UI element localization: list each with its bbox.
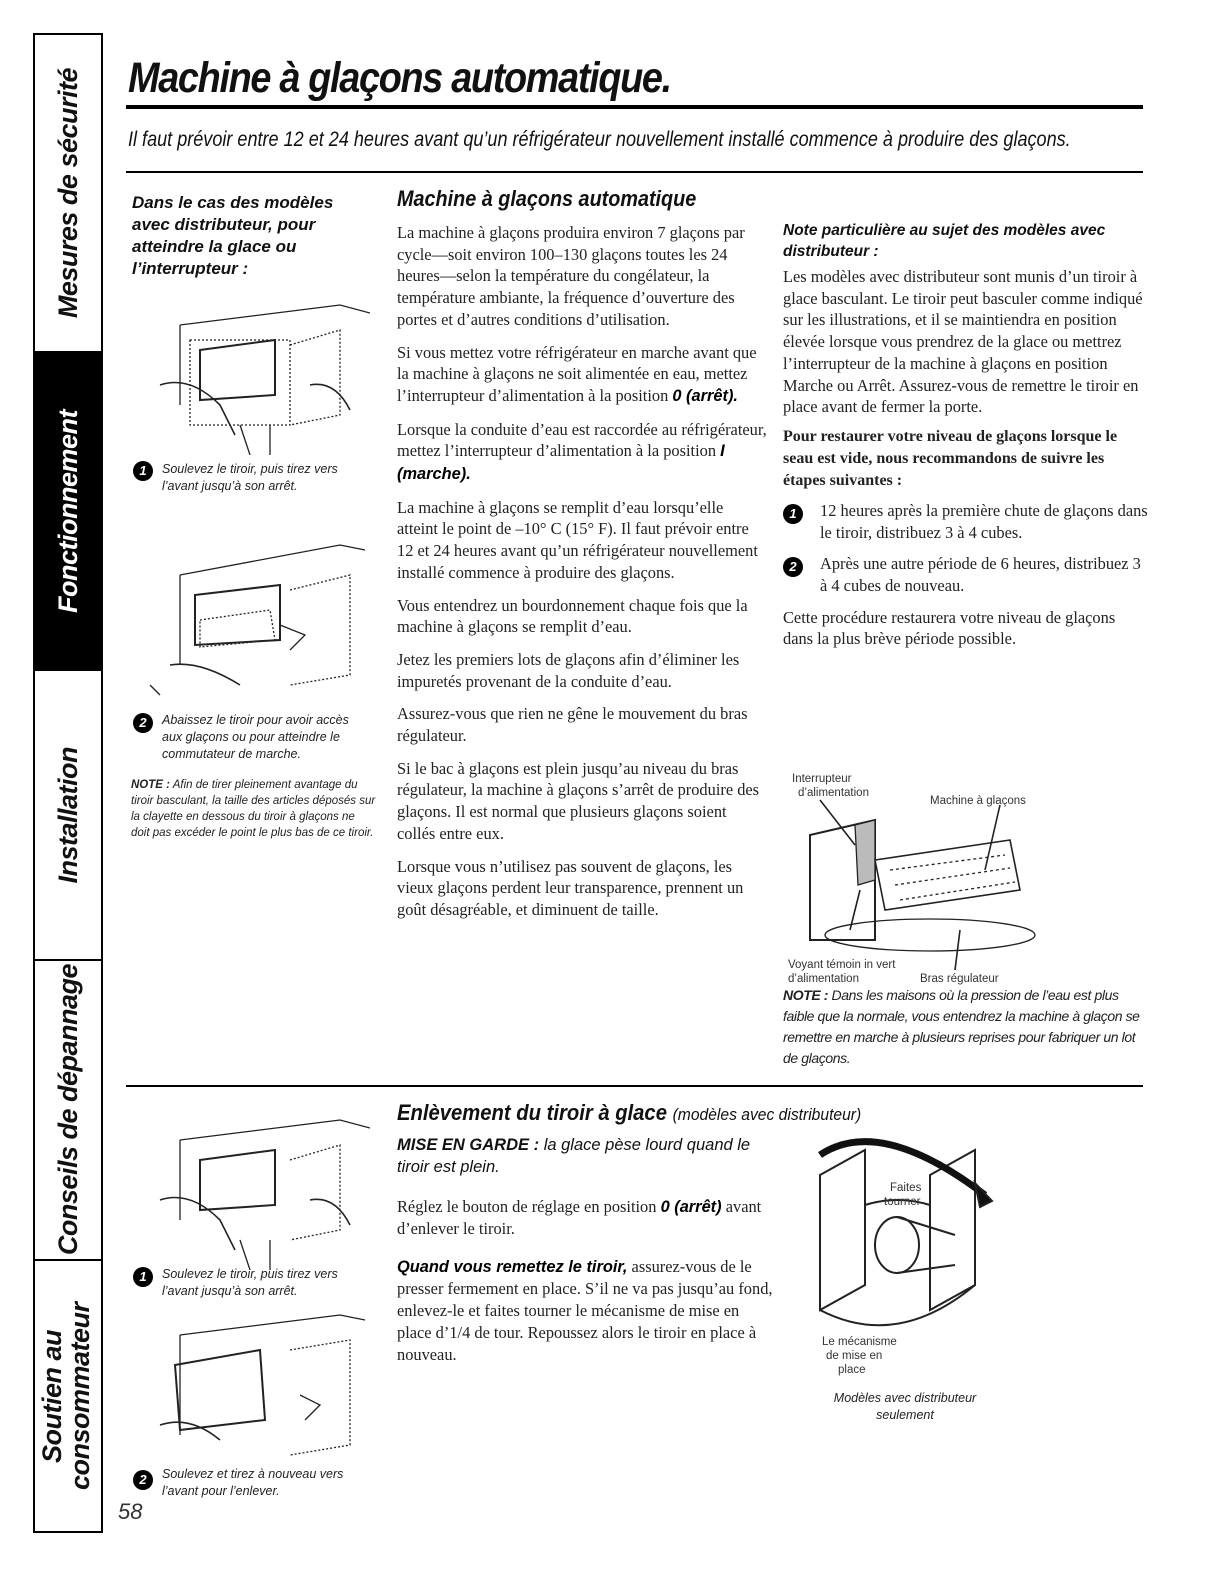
tab-soutien-au-consommateur[interactable] [35,1261,101,1531]
heading-qualifier: (modèles avec distributeur) [672,1105,862,1124]
note-label: NOTE : [131,779,170,791]
paragraph: Assurez-vous que rien ne gêne le mouvement du bras régulateur. [397,704,748,746]
paragraph: Vous entendrez un bourdonnement chaque fois que la machine à glaçons se remplit d’eau. [397,595,748,637]
paragraph: Les modèles avec distributeur sont munis d’un tiroir à glace basculant. Le tiroir peut basculer comme indiqué sur les illustrations, et il se maintiendra en position élevée lorsque vous prendrez de la glace ou mettrez l’interrupteur de la machine à glaçons en position Marche ou Arrêt. Assurez-vous de remettre le tiroir en place avant de fermer la porte. [783,267,1143,417]
paragraph: Jetez les premiers lots de glaçons afin d’éliminer les impuretés provenant de la conduite d’eau. [397,649,740,691]
step-number-2: 2 [783,557,803,577]
mechanism-caption: Modèles avec distributeur seulement [833,1391,977,1422]
illus-label: Bras régulateur [920,973,999,985]
section-heading: Enlèvement du tiroir à glace (modèles avec distributeur) [397,1100,862,1125]
bottom-body [397,1196,777,1382]
drawer-remove-illustration [140,1305,370,1465]
paragraph: Lorsque vous n’utilisez pas souvent de glaçons, les vieux glaçons perdent leur transparence, prennent un goût désagréable, et diminuent de taille. [397,856,744,919]
paragraph: Cette procédure restaurera votre niveau de glaçons dans la plus brève période possible. [783,607,1116,649]
tab-label: Mesures de sécurité [53,67,83,319]
paragraph: Si vous mettez votre réfrigérateur en marche avant que la machine à glaçons ne soit alimentée en eau, mettez l’interrupteur d’alimentation à la position 0 (arrêt). [397,342,757,405]
drawer-lift-illustration [140,1100,370,1270]
step-number-1: 1 [783,504,803,524]
illus-label: Machine à glaçons [930,795,1026,807]
paragraph: La machine à glaçons se remplit d’eau lorsqu’elle atteint le point de –10° C (15° F). Il faut prévoir entre 12 et 24 heures avant qu’un réfrigérateur nouvellement installé commence à produire des glaçons. [397,497,758,582]
illus-label: tourner [884,1196,921,1208]
tab-mesures-de-securite[interactable] [35,35,101,353]
step-caption: Soulevez le tiroir, puis tirez vers l’avant jusqu’à son arrêt. [162,1267,338,1298]
caution [397,1134,777,1178]
left-heading: Dans le cas des modèles avec distributeur, pour atteindre la glace ou l’interrupteur : [132,193,334,278]
section-divider [126,1085,1143,1087]
illus-label: Interrupteur [792,773,852,785]
tab-label: Installation [53,746,83,884]
paragraph: La machine à glaçons produira environ 7 glaçons par cycle—soit environ 100–130 glaçons toutes les 24 heures—selon la température du congélateur, la température ambiante, la fréquence d’ouverture des portes et d’autres conditions d’utilisation. [397,223,745,329]
tab-label: Soutien au consommateur [37,1302,95,1490]
caution-text: la glace pèse lourd quand le tiroir est plein. [397,1136,751,1176]
step-number-2: 2 [133,1470,153,1490]
caution-label: MISE EN GARDE : [397,1136,540,1154]
page-number: 58 [118,1499,143,1524]
restore-step: 1 12 heures après la première chute de glaçons dans le tiroir, distribuez 3 à 4 cubes. [783,500,1148,543]
step-caption: Abaissez le tiroir pour avoir accès aux glaçons ou pour atteindre le commutateur de marche. [162,713,349,761]
paragraph: Lorsque la conduite d’eau est raccordée au réfrigérateur, mettez l’interrupteur d’alimentation à la position I (marche). [397,419,767,484]
section-heading: Machine à glaçons automatique [397,186,697,211]
right-note [783,985,1148,1069]
mechanism-illustration [780,1135,1015,1385]
illus-label: Le mécanisme [822,1336,897,1348]
tab-conseils-de-depannage[interactable] [35,961,101,1261]
emphasis: 0 (arrêt) [660,1198,722,1216]
step-caption: Soulevez le tiroir, puis tirez vers l’avant jusqu’à son arrêt. [162,462,338,493]
middle-body [397,222,767,932]
page-title: Machine à glaçons automatique. [128,54,671,102]
illus-label: Faites [890,1182,922,1194]
step-number-1: 1 [133,461,153,481]
illus-label: d’alimentation [798,787,869,799]
drawer-tilt-illustration [140,535,370,700]
illus-label: d’alimentation [788,973,859,985]
icemaker-illustration [780,760,1145,985]
tab-fonctionnement[interactable] [35,353,101,671]
restore-heading: Pour restaurer votre niveau de glaçons lorsque le seau est vide, nous recommandons de suivre les étapes suivantes : [783,427,1118,489]
right-body [783,266,1148,654]
emphasis: 0 (arrêt). [672,386,738,405]
step-number-1: 1 [133,1267,153,1287]
note-label: NOTE : [783,987,829,1003]
paragraph: Si le bac à glaçons est plein jusqu’au niveau du bras régulateur, la machine à glaçons s’arrêt de produire des glaçons. Il est normal que plusieurs glaçons soient collés entre eux. [397,758,760,843]
restore-steps [783,500,1148,597]
illus-label: place [838,1364,866,1376]
title-rule [126,105,1143,109]
illus-label: Voyant témoin in vert [788,959,896,971]
section-divider [126,171,1143,173]
illus-label: de mise en [826,1350,883,1362]
note-text: Dans les maisons où la pression de l’eau est plus faible que la normale, vous entendrez la machine à glaçon se remettre en marche à plusieurs reprises pour fabriquer un lot de glaçons. [783,987,1140,1066]
right-heading: Note particulière au sujet des modèles avec distributeur : [783,222,1106,260]
emphasis: I (marche). [397,442,725,484]
left-note [131,777,376,841]
drawer-lift-illustration [140,285,370,455]
restore-step: 2 Après une autre période de 6 heures, distribuez 3 à 4 cubes de nouveau. [783,553,1148,596]
tab-installation[interactable] [35,671,101,961]
emphasis: Quand vous remettez le tiroir, [397,1258,628,1276]
step-number-2: 2 [133,713,153,733]
tab-label: Fonctionnement [53,409,83,613]
paragraph: Quand vous remettez le tiroir, assurez-vous de le presser fermement en place. S’il ne va pas jusqu’au fond, enlevez-le et faites tourner le mécanisme de mise en place d’1/4 de tour. Repoussez alors le tiroir en place à nouveau. [397,1257,773,1364]
note-text: Afin de tirer pleinement avantage du tiroir basculant, la taille des articles déposés sur la clayette en dessous du tiroir à glaçons ne doit pas excéder le point le plus bas de ce tiroir. [131,779,376,839]
step-caption: Soulevez et tirez à nouveau vers l’avant pour l’enlever. [162,1467,344,1498]
page-subtitle: Il faut prévoir entre 12 et 24 heures avant qu’un réfrigérateur nouvellement installé commence à produire des glaçons. [128,128,1071,151]
paragraph: Réglez le bouton de réglage en position 0 (arrêt) avant d’enlever le tiroir. [397,1197,762,1238]
side-tabs [33,33,103,1533]
tab-label: Conseils de dépannage [53,964,83,1256]
